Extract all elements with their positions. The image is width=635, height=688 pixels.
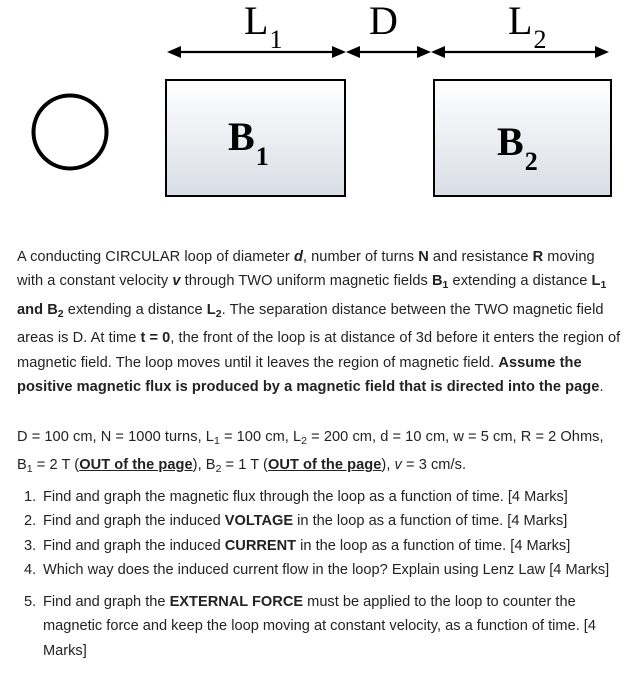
given-values: D = 100 cm, N = 1000 turns, $L_1 = 100$ cm, $L_2 = 200$ cm, d = 10 cm, w = 5 cm, R = 2 Ohms, $B_1 = 2$ T (OUT of the page), $B_2 = 1$ T (OUT of the page), v = 3 cm/s. <box>17 429 604 476</box>
label-D: D <box>369 0 398 43</box>
question-item: 5. Find and graph the EXTERNAL FORCE must be applied to the loop to counter the magnetic force and keep the loop moving at constant velocity, as a function of time. [4 Marks] <box>24 594 596 659</box>
field-region-B1 <box>166 80 345 196</box>
question-item: 1. Find and graph the magnetic flux through the loop as a function of time. [4 Marks] <box>24 489 568 505</box>
dimension-arrow-D <box>346 46 431 58</box>
problem-description: A conducting CIRCULAR loop of diameter d, number of turns N and resistance R moving with a constant velocity v through TWO uniform magnetic fields $B_1$ extending a distance $L_1$ and $B_2$ extending a distance $L_2$. The separation distance between the TWO magnetic field areas is D. At time t = 0, the front of the loop is at distance of 3d before it enters the region of magnetic field. The loop moves until it leaves the region of magnetic field. Assume the positive magnetic flux is produced by a magnetic field that is directed into the page. <box>17 249 621 396</box>
label-B1: $B_1$ <box>228 114 269 171</box>
dimension-arrow-L2 <box>431 46 609 58</box>
question-item: 4. Which way does the induced current flow in the loop? Explain using Lenz Law [4 Marks] <box>24 561 610 578</box>
label-L2: $L_2$ <box>508 0 547 54</box>
question-item: 2. Find and graph the induced VOLTAGE in the loop as a function of time. [4 Marks] <box>24 513 568 530</box>
conducting-loop <box>34 96 107 169</box>
dimension-arrow-L1 <box>167 46 346 58</box>
label-L1: $L_1$ <box>244 0 283 54</box>
label-B2: $B_2$ <box>497 119 538 176</box>
problem-diagram <box>0 0 635 200</box>
question-item: 3. Find and graph the induced CURRENT in the loop as a function of time. [4 Marks] <box>24 537 571 554</box>
question-list <box>24 485 628 663</box>
